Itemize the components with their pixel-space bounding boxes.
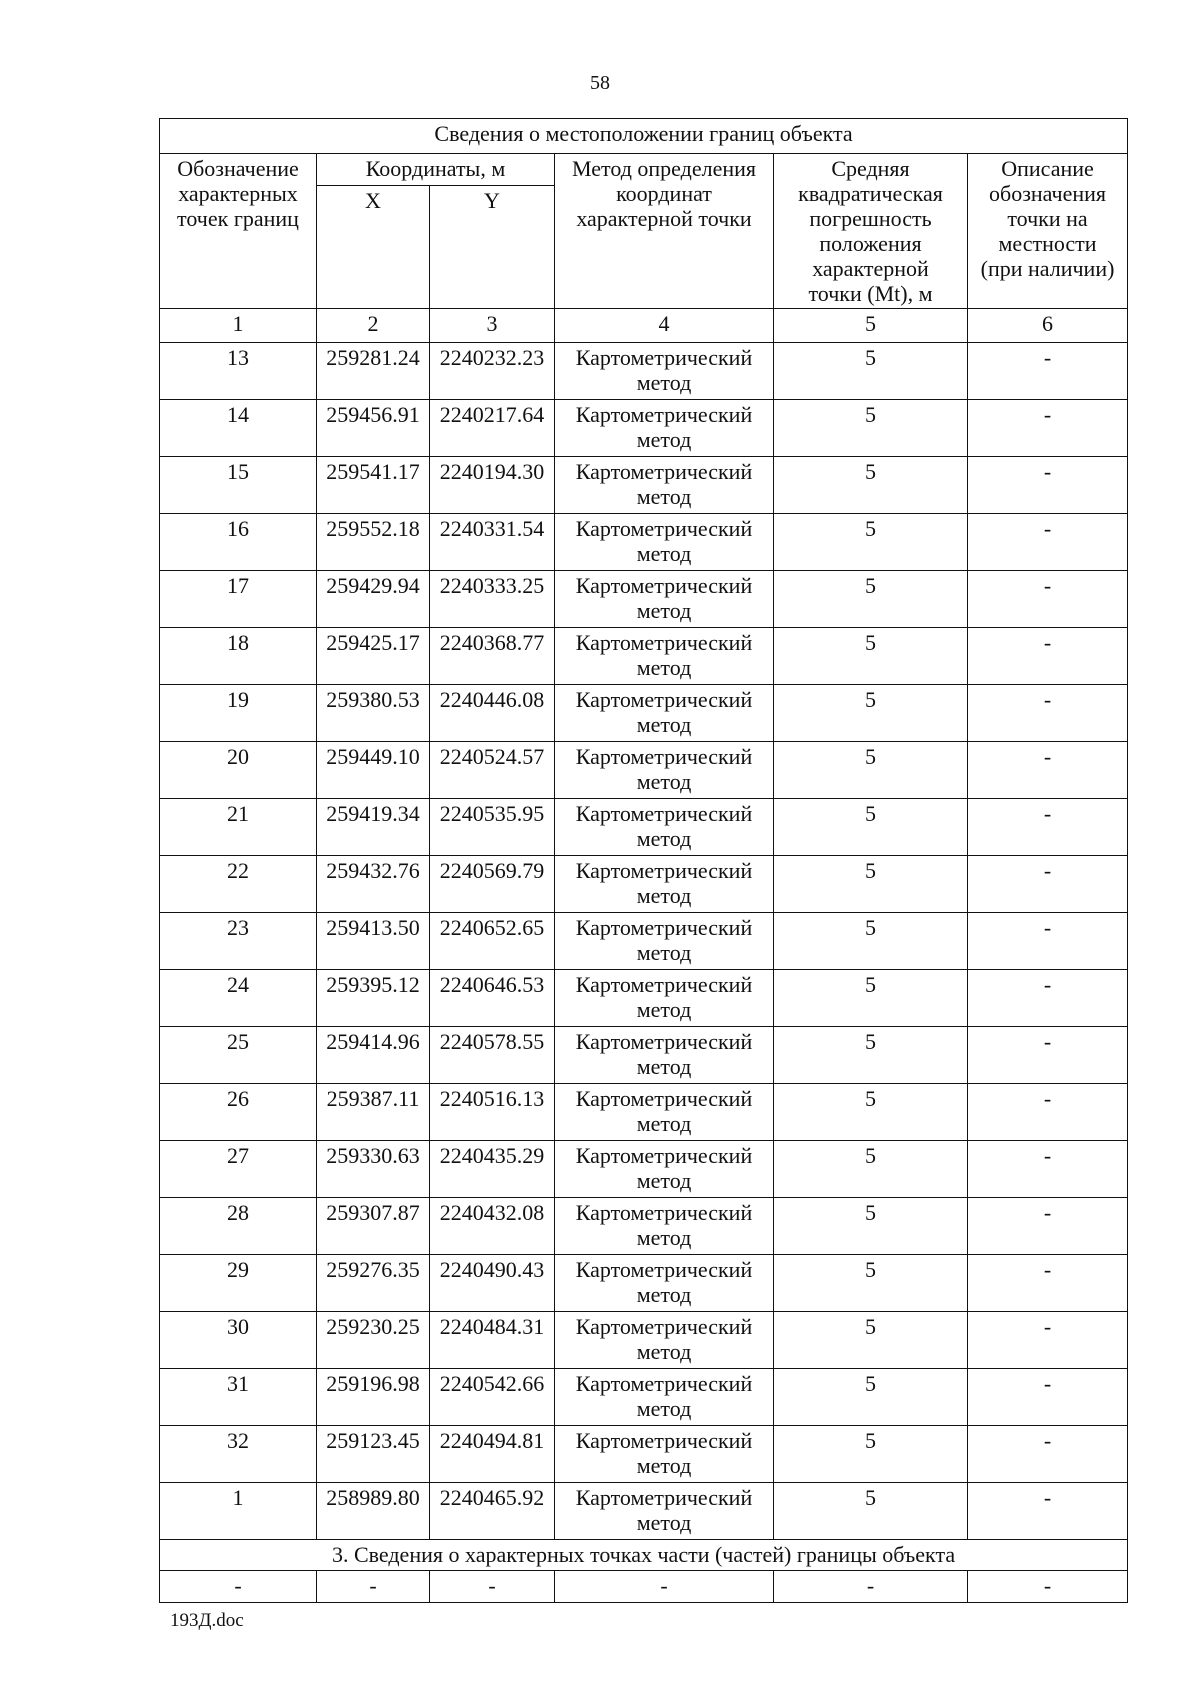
point-cell: 15 <box>160 457 317 514</box>
point-cell: 30 <box>160 1312 317 1369</box>
x-cell: 259307.87 <box>317 1198 430 1255</box>
column-number: 4 <box>555 309 774 343</box>
column-number: 2 <box>317 309 430 343</box>
error-cell: 5 <box>774 1027 968 1084</box>
method-cell: Картометрический метод <box>555 913 774 970</box>
y-cell: 2240333.25 <box>430 571 555 628</box>
description-cell: - <box>968 457 1128 514</box>
y-cell: 2240490.43 <box>430 1255 555 1312</box>
method-cell: Картометрический метод <box>555 1027 774 1084</box>
table-row <box>160 514 1128 571</box>
error-cell: 5 <box>774 913 968 970</box>
method-cell: Картометрический метод <box>555 1084 774 1141</box>
point-cell: 31 <box>160 1369 317 1426</box>
method-cell: Картометрический метод <box>555 742 774 799</box>
x-cell: 259413.50 <box>317 913 430 970</box>
point-cell: 28 <box>160 1198 317 1255</box>
table-row <box>160 799 1128 856</box>
column-number: 1 <box>160 309 317 343</box>
boundary-table <box>159 118 1128 1603</box>
table-row <box>160 685 1128 742</box>
description-cell: - <box>968 1369 1128 1426</box>
x-cell: 259414.96 <box>317 1027 430 1084</box>
point-cell: 16 <box>160 514 317 571</box>
section3-title: 3. Сведения о характерных точках части (частей) границы объекта <box>160 1540 1128 1571</box>
section3-cell: - <box>555 1571 774 1603</box>
point-cell: 17 <box>160 571 317 628</box>
section3-cell: - <box>317 1571 430 1603</box>
y-cell: 2240652.65 <box>430 913 555 970</box>
description-cell: - <box>968 1312 1128 1369</box>
error-cell: 5 <box>774 685 968 742</box>
header-method: Метод определения координат характерной точки <box>555 154 774 309</box>
point-cell: 13 <box>160 343 317 400</box>
error-cell: 5 <box>774 1255 968 1312</box>
point-cell: 27 <box>160 1141 317 1198</box>
description-cell: - <box>968 799 1128 856</box>
y-cell: 2240368.77 <box>430 628 555 685</box>
point-cell: 23 <box>160 913 317 970</box>
error-cell: 5 <box>774 457 968 514</box>
y-cell: 2240232.23 <box>430 343 555 400</box>
y-cell: 2240194.30 <box>430 457 555 514</box>
method-cell: Картометрический метод <box>555 1426 774 1483</box>
table-row <box>160 1141 1128 1198</box>
x-cell: 259395.12 <box>317 970 430 1027</box>
column-number: 3 <box>430 309 555 343</box>
table-row <box>160 856 1128 913</box>
method-cell: Картометрический метод <box>555 799 774 856</box>
x-cell: 259230.25 <box>317 1312 430 1369</box>
table-row <box>160 1483 1128 1540</box>
error-cell: 5 <box>774 1084 968 1141</box>
error-cell: 5 <box>774 571 968 628</box>
section3-cell: - <box>968 1571 1128 1603</box>
x-cell: 259123.45 <box>317 1426 430 1483</box>
method-cell: Картометрический метод <box>555 685 774 742</box>
y-cell: 2240542.66 <box>430 1369 555 1426</box>
method-cell: Картометрический метод <box>555 1312 774 1369</box>
x-cell: 259380.53 <box>317 685 430 742</box>
x-cell: 258989.80 <box>317 1483 430 1540</box>
y-cell: 2240217.64 <box>430 400 555 457</box>
y-cell: 2240432.08 <box>430 1198 555 1255</box>
error-cell: 5 <box>774 970 968 1027</box>
point-cell: 14 <box>160 400 317 457</box>
method-cell: Картометрический метод <box>555 856 774 913</box>
header-x: X <box>317 186 430 309</box>
y-cell: 2240484.31 <box>430 1312 555 1369</box>
table-row <box>160 1198 1128 1255</box>
table-row <box>160 1426 1128 1483</box>
table-row <box>160 1027 1128 1084</box>
method-cell: Картометрический метод <box>555 1255 774 1312</box>
y-cell: 2240331.54 <box>430 514 555 571</box>
method-cell: Картометрический метод <box>555 514 774 571</box>
table-row <box>160 1084 1128 1141</box>
method-cell: Картометрический метод <box>555 970 774 1027</box>
description-cell: - <box>968 514 1128 571</box>
description-cell: - <box>968 628 1128 685</box>
section3-cell: - <box>774 1571 968 1603</box>
description-cell: - <box>968 970 1128 1027</box>
x-cell: 259456.91 <box>317 400 430 457</box>
point-cell: 32 <box>160 1426 317 1483</box>
description-cell: - <box>968 343 1128 400</box>
description-cell: - <box>968 1141 1128 1198</box>
section3-row <box>160 1571 1128 1603</box>
table-row <box>160 1369 1128 1426</box>
column-number: 6 <box>968 309 1128 343</box>
x-cell: 259196.98 <box>317 1369 430 1426</box>
error-cell: 5 <box>774 1312 968 1369</box>
y-cell: 2240435.29 <box>430 1141 555 1198</box>
point-cell: 20 <box>160 742 317 799</box>
x-cell: 259419.34 <box>317 799 430 856</box>
error-cell: 5 <box>774 856 968 913</box>
y-cell: 2240578.55 <box>430 1027 555 1084</box>
table-row <box>160 343 1128 400</box>
method-cell: Картометрический метод <box>555 1141 774 1198</box>
page-number: 58 <box>590 72 610 94</box>
method-cell: Картометрический метод <box>555 343 774 400</box>
section3-cell: - <box>160 1571 317 1603</box>
error-cell: 5 <box>774 400 968 457</box>
column-number: 5 <box>774 309 968 343</box>
error-cell: 5 <box>774 1141 968 1198</box>
error-cell: 5 <box>774 799 968 856</box>
x-cell: 259541.17 <box>317 457 430 514</box>
y-cell: 2240524.57 <box>430 742 555 799</box>
x-cell: 259432.76 <box>317 856 430 913</box>
table-row <box>160 970 1128 1027</box>
error-cell: 5 <box>774 742 968 799</box>
table-title: Сведения о местоположении границ объекта <box>160 119 1128 154</box>
header-coordinates: Координаты, м <box>317 154 555 186</box>
error-cell: 5 <box>774 1426 968 1483</box>
description-cell: - <box>968 1426 1128 1483</box>
x-cell: 259387.11 <box>317 1084 430 1141</box>
x-cell: 259281.24 <box>317 343 430 400</box>
footer-filename: 193Д.doc <box>170 1610 244 1631</box>
point-cell: 18 <box>160 628 317 685</box>
point-cell: 26 <box>160 1084 317 1141</box>
point-cell: 25 <box>160 1027 317 1084</box>
table-row <box>160 1255 1128 1312</box>
method-cell: Картометрический метод <box>555 1198 774 1255</box>
error-cell: 5 <box>774 1369 968 1426</box>
header-mean-error: Средняя квадратическая погрешность положения характерной точки (Mt), м <box>774 154 968 309</box>
table-row <box>160 457 1128 514</box>
description-cell: - <box>968 400 1128 457</box>
y-cell: 2240465.92 <box>430 1483 555 1540</box>
description-cell: - <box>968 913 1128 970</box>
x-cell: 259449.10 <box>317 742 430 799</box>
error-cell: 5 <box>774 1483 968 1540</box>
header-description: Описание обозначения точки на местности (при наличии) <box>968 154 1128 309</box>
description-cell: - <box>968 742 1128 799</box>
table-row <box>160 1312 1128 1369</box>
method-cell: Картометрический метод <box>555 628 774 685</box>
description-cell: - <box>968 685 1128 742</box>
x-cell: 259429.94 <box>317 571 430 628</box>
y-cell: 2240569.79 <box>430 856 555 913</box>
x-cell: 259425.17 <box>317 628 430 685</box>
y-cell: 2240494.81 <box>430 1426 555 1483</box>
method-cell: Картометрический метод <box>555 400 774 457</box>
table-row <box>160 913 1128 970</box>
y-cell: 2240535.95 <box>430 799 555 856</box>
description-cell: - <box>968 1027 1128 1084</box>
description-cell: - <box>968 571 1128 628</box>
description-cell: - <box>968 856 1128 913</box>
table-row <box>160 571 1128 628</box>
point-cell: 19 <box>160 685 317 742</box>
point-cell: 29 <box>160 1255 317 1312</box>
description-cell: - <box>968 1198 1128 1255</box>
error-cell: 5 <box>774 1198 968 1255</box>
column-number-row <box>160 309 1128 343</box>
y-cell: 2240516.13 <box>430 1084 555 1141</box>
x-cell: 259276.35 <box>317 1255 430 1312</box>
description-cell: - <box>968 1255 1128 1312</box>
table-row <box>160 742 1128 799</box>
method-cell: Картометрический метод <box>555 571 774 628</box>
header-y: Y <box>430 186 555 309</box>
table-row <box>160 400 1128 457</box>
point-cell: 1 <box>160 1483 317 1540</box>
description-cell: - <box>968 1084 1128 1141</box>
point-cell: 21 <box>160 799 317 856</box>
error-cell: 5 <box>774 514 968 571</box>
y-cell: 2240646.53 <box>430 970 555 1027</box>
description-cell: - <box>968 1483 1128 1540</box>
table-row <box>160 628 1128 685</box>
header-point-designation: Обозначение характерных точек границ <box>160 154 317 309</box>
point-cell: 22 <box>160 856 317 913</box>
method-cell: Картометрический метод <box>555 1369 774 1426</box>
error-cell: 5 <box>774 628 968 685</box>
x-cell: 259552.18 <box>317 514 430 571</box>
section3-cell: - <box>430 1571 555 1603</box>
method-cell: Картометрический метод <box>555 1483 774 1540</box>
y-cell: 2240446.08 <box>430 685 555 742</box>
x-cell: 259330.63 <box>317 1141 430 1198</box>
error-cell: 5 <box>774 343 968 400</box>
point-cell: 24 <box>160 970 317 1027</box>
method-cell: Картометрический метод <box>555 457 774 514</box>
